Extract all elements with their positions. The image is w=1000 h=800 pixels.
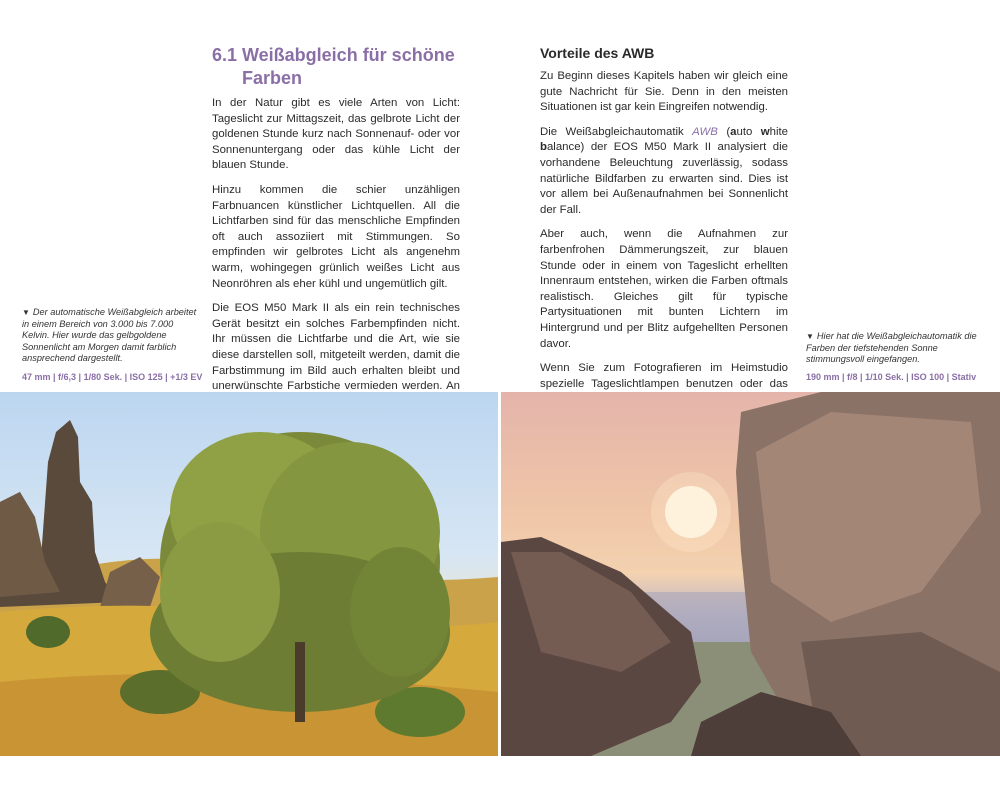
bold-letter: w [760,125,770,138]
awb-term: AWB [692,125,718,138]
section-heading [212,44,472,90]
section-number: 6.1 [212,45,238,65]
section-title-line1: Weißabgleich für schöne [242,45,455,65]
sunset-rocks-illustration [501,392,1000,756]
paragraph-text: Die EOS M50 Mark II als ein rein technisches Gerät besitzt ein solches Farbempfinden nicht. Ihr müssen die Lichtfarbe und die Art, wie sie diese darstellen soll, mitgeteilt werden, damit die Farbstimmung im Bild auch erhalten bleibt und unerwünschte Farbstiche vermieden werden. An [212,302,460,393]
section-title-line2: Farben [242,68,303,88]
paragraph: Aber auch, wenn die Aufnahmen zur farbenfrohen Dämmerungszeit, zur blauen Stunde oder in einem von Tageslicht erhellten Innenraum entstehen, wirken die Farben oftmals realistisch. Gleiches gilt für typische Partysituationen mit bunten Lichtern im Hintergrund und per Blitz aufgehellten Personen davor. [540,228,788,350]
paragraph-text: ( [717,125,731,138]
paragraph-text: Die Weißabgleichautomatik [540,125,693,138]
exif-info-right: 190 mm | f/8 | 1/10 Sek. | ISO 100 | Stativ [806,372,977,382]
photo-sunset-rocks [501,392,1000,756]
photo-caption-right [806,331,982,366]
paragraph: Zu Beginn dieses Kapitels haben wir gleich eine gute Nachricht für Sie. Denn in den meisten Situationen ist gar kein Eingreifen notwendig. [540,70,788,114]
caption-text: Hier hat die Weißabgleichautomatik die Farben der tiefstehenden Sonne stimmungsvoll eingefangen. [806,331,977,364]
birch-landscape-illustration [0,392,498,756]
paragraph: Wenn Sie zum Fotografieren im Heimstudio spezielle Tageslichtlampen benutzen oder das [540,362,788,390]
caption-text: Der automatische Weißabgleich arbeitet in einem Bereich von 3.000 bis 7.000 Kelvin. Hier wurde das gelbgoldene Sonnenlicht am Morgen damit farblich ansprechend dargestellt. [22,307,197,363]
paragraph-text: hite [769,125,789,138]
caption-marker-icon: ▼ [806,332,814,341]
paragraph [540,125,788,219]
paragraph-text: alance) der EOS M50 Mark II analysiert die vorhandene Beleuchtung zuverlässig, sodass natürliche Bildfarben zu erwarten sind. Dies ist vor allem bei Außenaufnahmen bei Sonnenlicht der Fall. [540,141,788,216]
paragraph-text: uto [736,125,761,138]
paragraph: In der Natur gibt es viele Arten von Licht: Tageslicht zur Mittagszeit, das gelbrote Licht der goldenen Stunde kurz nach Sonnenauf- oder vor Sonnenuntergang oder das kühle Licht der blauen Stunde. [212,97,460,172]
photo-caption-left [22,307,200,365]
paragraph: Hinzu kommen die schier unzähligen Farbnuancen künstlicher Lichtquellen. All die Lichtfarben sind für das menschliche Empfinden oft auch assoziiert mit Stimmungen. So empfinden wir gelbrotes Licht als angenehm warm, wohingegen grünlich weißes Licht aus Neonröhren als eher kühl und ungemütlich gilt. [212,183,460,290]
subheading: Vorteile des AWB [540,45,655,61]
bold-letter: b [540,141,547,154]
caption-marker-icon: ▼ [22,308,30,317]
exif-info-left: 47 mm | f/6,3 | 1/80 Sek. | ISO 125 | +1/3 EV [22,372,203,382]
bold-letter: a [730,125,737,138]
photo-birch-tree [0,392,498,756]
